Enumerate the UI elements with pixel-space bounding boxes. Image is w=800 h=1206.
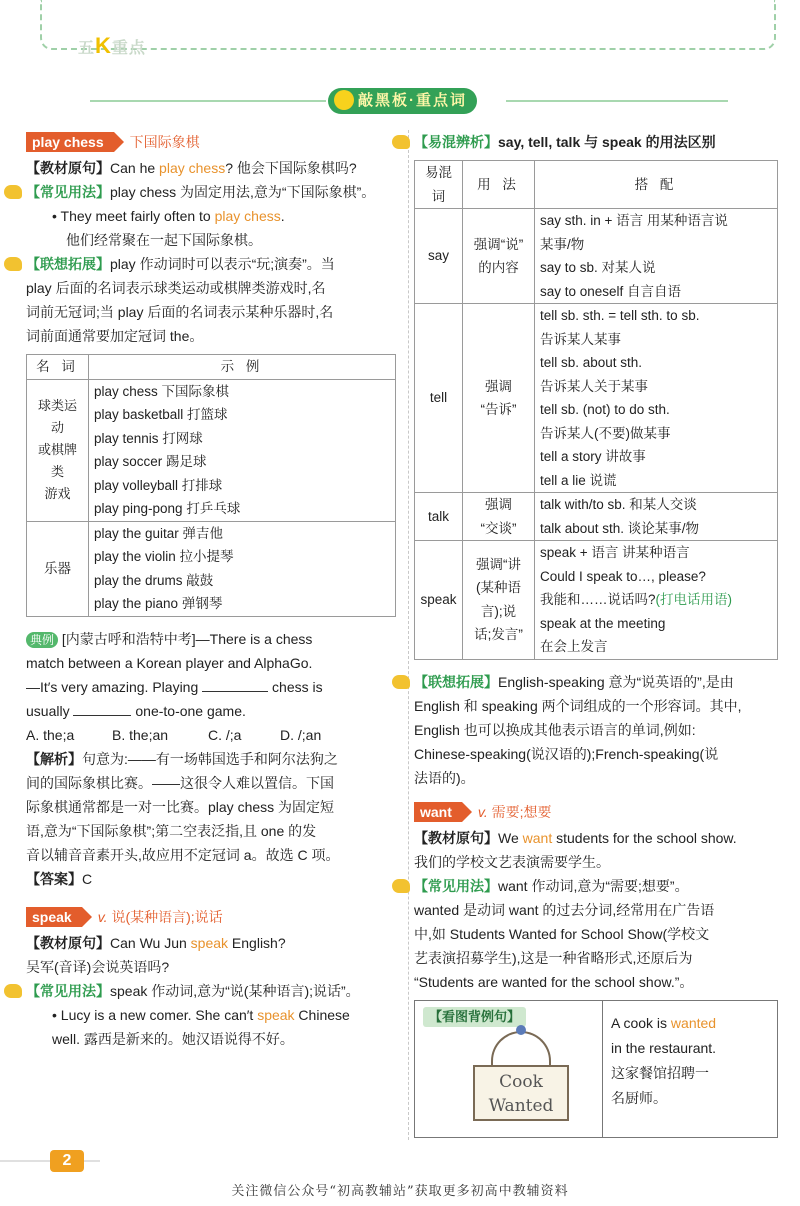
question-line: match between a Korean player and AlphaGo. bbox=[26, 654, 313, 671]
speak-tag: speak bbox=[26, 907, 82, 927]
usage-line: 艺表演招募学生),这是一种省略形式,还原后为 bbox=[414, 949, 693, 966]
want-pos: v. bbox=[477, 803, 488, 820]
table-row bbox=[415, 209, 778, 304]
column-divider bbox=[408, 130, 409, 1140]
cook-wanted-sign: Cook Wanted bbox=[473, 1065, 569, 1121]
play-chess-textbook: 【教材原句】Can he play chess? 他会下国际象棋吗? bbox=[26, 160, 357, 176]
want-tag: want bbox=[414, 802, 462, 822]
table-cell-usage: 强调 “交谈” bbox=[463, 493, 535, 541]
table-cell-collocations: speak + 语言 讲某种语言 Could I speak to…, please? 我能和……说话吗?(打电话用语) speak at the meeting 在会上发言 bbox=[535, 541, 778, 660]
option-b: B. the;an bbox=[112, 726, 169, 743]
table-cell-word: tell bbox=[415, 304, 463, 493]
duck-icon bbox=[392, 879, 410, 893]
usage-line: wanted 是动词 want 的过去分词,经常用在广告语 bbox=[414, 901, 715, 918]
table-cell-usage: 强调 “告诉” bbox=[463, 304, 535, 493]
table-cell-word: say bbox=[415, 209, 463, 304]
table-row bbox=[415, 493, 778, 541]
answer-options bbox=[26, 723, 396, 747]
play-chess-tag: play chess bbox=[26, 132, 114, 152]
table-cell-usage: 强调“讲 (某种语 言);说 话;发言” bbox=[463, 541, 535, 660]
table-cell-category: 球类运动 或棋牌类 游戏 bbox=[27, 379, 89, 521]
table-cell-category: 乐器 bbox=[27, 521, 89, 616]
example-question: 典例 [内蒙古呼和浩特中考]—There is a chess bbox=[26, 627, 396, 651]
picture-tag: 【看图背例句】 bbox=[423, 1007, 526, 1027]
duck-icon bbox=[392, 135, 410, 149]
play-chess-assoc: 【联想拓展】play 作动词时可以表示“玩;演奏”。当 bbox=[4, 252, 396, 276]
right-assoc: 【联想拓展】English-speaking 意为“说英语的”,是由 bbox=[392, 670, 778, 694]
usage-line: 中,如 Students Wanted for School Show(学校文 bbox=[414, 925, 710, 942]
banner-divider-right bbox=[506, 100, 728, 102]
table-cell-usage: 强调“说” 的内容 bbox=[463, 209, 535, 304]
picture-example-box bbox=[414, 1000, 778, 1138]
picture-panel bbox=[415, 1001, 603, 1137]
want-usage: 【常见用法】want 作动词,意为“需要;想要”。 bbox=[392, 874, 778, 898]
play-chess-example-cn: 他们经常聚在一起下国际象棋。 bbox=[66, 232, 262, 248]
question-line: usually one-to-one game. bbox=[26, 702, 246, 719]
usage-line: “Students are wanted for the school show.”。 bbox=[414, 973, 694, 990]
play-chess-heading bbox=[26, 130, 396, 156]
want-meaning: 需要;想要 bbox=[491, 803, 552, 820]
footer-text: 关注微信公众号“初高教辅站”获取更多初高中教辅资料 bbox=[231, 1184, 569, 1199]
page-number: 2 bbox=[50, 1150, 84, 1172]
compare-table bbox=[414, 160, 778, 660]
table-cell-collocations: say sth. in + 语言 用某种语言说 某事/物 say to sb. 对某人说 say to oneself 自言自语 bbox=[535, 209, 778, 304]
analysis-line: 语,意为“下国际象棋”;第二空表泛指,且 one 的发 bbox=[26, 822, 317, 839]
answer-blank bbox=[73, 702, 131, 716]
table-cell-word: speak bbox=[415, 541, 463, 660]
answer: 【答案】C bbox=[26, 870, 93, 887]
table-cell-examples: play chess 下国际象棋 play basketball 打篮球 play tennis 打网球 play soccer 踢足球 play volleyball 打排球 play ping-pong 打乒乓球 bbox=[89, 379, 396, 521]
analysis-line: 际象棋通常都是一对一比赛。play chess 为固定短 bbox=[26, 798, 335, 815]
play-usage-table bbox=[26, 354, 396, 617]
speak-textbook: 【教材原句】Can Wu Jun speak English? bbox=[26, 934, 286, 951]
table-header: 示 例 bbox=[89, 355, 396, 380]
picture-caption: A cook is wanted in the restaurant. 这家餐馆招聘一 名厨师。 bbox=[611, 1014, 717, 1106]
speak-usage: 【常见用法】speak 作动词,意为“说(某种语言);说话”。 bbox=[4, 979, 396, 1003]
assoc-line: English 和 speaking 两个词组成的一个形容词。其中, bbox=[414, 697, 742, 714]
duck-icon bbox=[4, 984, 22, 998]
table-header: 搭 配 bbox=[535, 161, 778, 209]
table-row bbox=[415, 304, 778, 493]
speak-heading bbox=[26, 905, 396, 931]
example-tag: 典例 bbox=[26, 632, 58, 648]
duck-icon bbox=[392, 675, 410, 689]
table-header: 名 词 bbox=[27, 355, 89, 380]
banner-divider-left bbox=[90, 100, 326, 102]
option-d: D. /;an bbox=[280, 726, 322, 743]
assoc-line: 法语的)。 bbox=[414, 769, 475, 786]
analysis-line: 间的国际象棋比赛。——这很令人难以置信。下国 bbox=[26, 774, 334, 791]
speak-pos: v. bbox=[97, 908, 108, 925]
analysis-line: 音以辅音音素开头,故应用不定冠词 a。故选 C 项。 bbox=[26, 846, 340, 863]
table-row bbox=[27, 521, 396, 616]
nail-icon bbox=[516, 1025, 526, 1035]
speak-meaning: 说(某种语言);说话 bbox=[111, 908, 223, 925]
compare-heading: 【易混辨析】say, tell, talk 与 speak 的用法区别 bbox=[392, 130, 778, 156]
want-textbook-cn: 我们的学校文艺表演需要学生。 bbox=[414, 853, 610, 870]
table-row bbox=[415, 541, 778, 660]
assoc-line: English 也可以换成其他表示语言的单词,例如: bbox=[414, 721, 696, 738]
brand-logo: 五K重点 bbox=[78, 33, 146, 58]
option-c: C. /;a bbox=[208, 726, 242, 743]
assoc-line: play 后面的名词表示球类运动或棋牌类游戏时,名 bbox=[26, 280, 326, 296]
header-frame bbox=[40, 0, 776, 50]
assoc-line: Chinese-speaking(说汉语的);French-speaking(说 bbox=[414, 745, 719, 762]
table-cell-collocations: tell sb. sth. = tell sth. to sb. 告诉某人某事 tell sb. about sth. 告诉某人关于某事 tell sb. (not) to do sth. 告诉某人(不要)做某事 tell a story 讲故事 tell a lie 说谎 bbox=[535, 304, 778, 493]
table-cell-word: talk bbox=[415, 493, 463, 541]
duck-icon bbox=[4, 185, 22, 199]
question-line: —It′s very amazing. Playing chess is bbox=[26, 678, 323, 695]
want-heading bbox=[414, 800, 778, 826]
table-header-row bbox=[27, 355, 396, 380]
assoc-line: 词前面通常要加定冠词 the。 bbox=[26, 328, 204, 344]
table-row bbox=[27, 379, 396, 521]
sign-string bbox=[491, 1031, 551, 1067]
option-a: A. the;a bbox=[26, 726, 75, 743]
table-header: 易混词 bbox=[415, 161, 463, 209]
duck-icon bbox=[4, 257, 22, 271]
table-header-row bbox=[415, 161, 778, 209]
speak-textbook-cn: 吴军(音译)会说英语吗? bbox=[26, 958, 170, 975]
assoc-line: 词前无冠词;当 play 后面的名词表示某种乐器时,名 bbox=[26, 304, 334, 320]
table-cell-collocations: talk with/to sb. 和某人交谈 talk about sth. 谈论某事/物 bbox=[535, 493, 778, 541]
teacher-icon bbox=[334, 90, 354, 110]
speak-example: • Lucy is a new comer. She can′t speak Chinese bbox=[52, 1006, 350, 1023]
right-column bbox=[414, 130, 778, 1138]
analysis: 【解析】句意为:——有一场韩国选手和阿尔法狗之 bbox=[26, 750, 338, 767]
play-chess-meaning: 下国际象棋 bbox=[129, 134, 200, 150]
left-column bbox=[26, 130, 396, 1051]
answer-blank bbox=[202, 678, 268, 692]
table-cell-examples: play the guitar 弹吉他 play the violin 拉小提琴 play the drums 敲鼓 play the piano 弹钢琴 bbox=[89, 521, 396, 616]
play-chess-usage: 【常见用法】play chess 为固定用法,意为“下国际象棋”。 bbox=[4, 180, 396, 204]
section-banner bbox=[328, 88, 477, 114]
section-banner-title: 敲黑板·重点词 bbox=[358, 92, 467, 109]
play-chess-example: • They meet fairly often to play chess. bbox=[52, 208, 285, 224]
want-textbook: 【教材原句】We want students for the school show. bbox=[414, 829, 737, 846]
speak-example-l2: well. 露西是新来的。她汉语说得不好。 bbox=[52, 1030, 294, 1047]
table-header: 用 法 bbox=[463, 161, 535, 209]
